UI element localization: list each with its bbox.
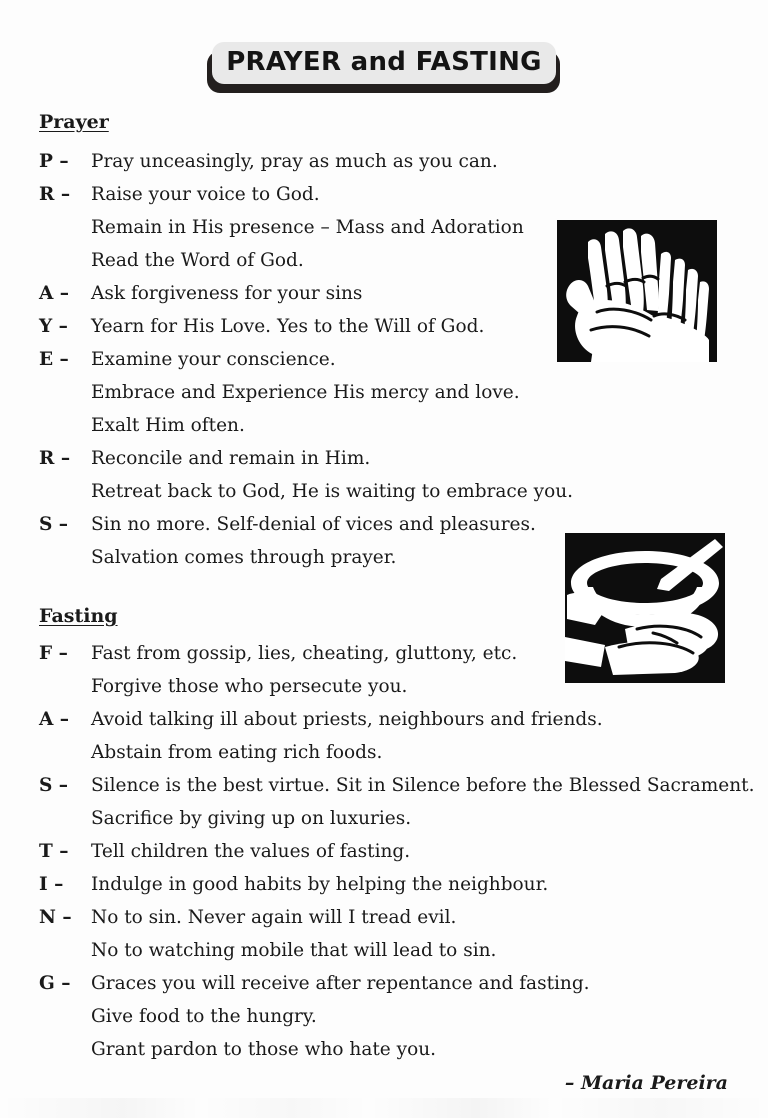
acrostic-line bbox=[0, 706, 768, 739]
acrostic-letter: T – bbox=[39, 841, 69, 862]
acrostic-line bbox=[0, 148, 768, 181]
acrostic-text: Silence is the best virtue. Sit in Silence before the Blessed Sacrament. bbox=[91, 775, 755, 796]
acrostic-text: Ask forgiveness for your sins bbox=[91, 283, 363, 304]
acrostic-letter: G – bbox=[39, 973, 71, 994]
acrostic-text: Give food to the hungry. bbox=[91, 1006, 317, 1027]
acrostic-text: Retreat back to God, He is waiting to embrace you. bbox=[91, 481, 574, 502]
acrostic-text: Grant pardon to those who hate you. bbox=[91, 1039, 436, 1060]
acrostic-text: Examine your conscience. bbox=[91, 349, 336, 370]
acrostic-line bbox=[0, 280, 768, 313]
acrostic-letter: Y – bbox=[39, 316, 68, 337]
acrostic-letter: S – bbox=[39, 775, 69, 796]
acrostic-letter: A – bbox=[39, 283, 70, 304]
acrostic-text: Salvation comes through prayer. bbox=[91, 547, 397, 568]
acrostic-line bbox=[0, 640, 768, 673]
acrostic-text: Remain in His presence – Mass and Adoration bbox=[91, 217, 524, 238]
acrostic-line bbox=[0, 871, 768, 904]
acrostic-line bbox=[0, 511, 768, 544]
acrostic-line bbox=[0, 1003, 768, 1036]
acrostic-text: No to watching mobile that will lead to sin. bbox=[91, 940, 497, 961]
acrostic-line bbox=[0, 181, 768, 214]
acrostic-letter: F – bbox=[39, 643, 68, 664]
acrostic-text: Yearn for His Love. Yes to the Will of God. bbox=[91, 316, 485, 337]
acrostic-letter: P – bbox=[39, 151, 69, 172]
acrostic-line bbox=[0, 739, 768, 772]
acrostic-text: Fast from gossip, lies, cheating, gluttony, etc. bbox=[91, 643, 518, 664]
acrostic-line bbox=[0, 544, 768, 577]
acrostic-line bbox=[0, 772, 768, 805]
title-banner bbox=[205, 40, 563, 96]
acrostic-line bbox=[0, 379, 768, 412]
title-banner-box bbox=[212, 42, 556, 84]
acrostic-line bbox=[0, 412, 768, 445]
acrostic-line bbox=[0, 1036, 768, 1069]
acrostic-letter: A – bbox=[39, 709, 70, 730]
acrostic-text: Exalt Him often. bbox=[91, 415, 245, 436]
acrostic-text: Forgive those who persecute you. bbox=[91, 676, 408, 697]
acrostic-list-prayer bbox=[0, 148, 768, 577]
acrostic-text: Avoid talking ill about priests, neighbours and friends. bbox=[91, 709, 603, 730]
acrostic-text: Sin no more. Self-denial of vices and pleasures. bbox=[91, 514, 536, 535]
acrostic-line bbox=[0, 247, 768, 280]
author-signature: – Maria Pereira bbox=[564, 1072, 728, 1094]
acrostic-text: Indulge in good habits by helping the neighbour. bbox=[91, 874, 549, 895]
acrostic-text: No to sin. Never again will I tread evil. bbox=[91, 907, 457, 928]
acrostic-line bbox=[0, 904, 768, 937]
acrostic-text: Abstain from eating rich foods. bbox=[91, 742, 383, 763]
acrostic-line bbox=[0, 937, 768, 970]
section-heading-fasting: Fasting bbox=[39, 605, 118, 627]
acrostic-text: Pray unceasingly, pray as much as you can. bbox=[91, 151, 498, 172]
acrostic-line bbox=[0, 970, 768, 1003]
acrostic-line bbox=[0, 805, 768, 838]
acrostic-line bbox=[0, 445, 768, 478]
acrostic-text: Graces you will receive after repentance and fasting. bbox=[91, 973, 590, 994]
scan-artifact bbox=[0, 1098, 768, 1118]
section-heading-prayer: Prayer bbox=[39, 111, 109, 133]
acrostic-text: Reconcile and remain in Him. bbox=[91, 448, 371, 469]
acrostic-letter: R – bbox=[39, 448, 71, 469]
acrostic-letter: E – bbox=[39, 349, 69, 370]
page-title: PRAYER and FASTING bbox=[226, 47, 542, 77]
acrostic-letter: N – bbox=[39, 907, 72, 928]
acrostic-text: Sacrifice by giving up on luxuries. bbox=[91, 808, 412, 829]
acrostic-text: Raise your voice to God. bbox=[91, 184, 320, 205]
acrostic-line bbox=[0, 673, 768, 706]
acrostic-letter: I – bbox=[39, 874, 64, 895]
acrostic-list-fasting bbox=[0, 640, 768, 1069]
acrostic-text: Embrace and Experience His mercy and love. bbox=[91, 382, 520, 403]
acrostic-text: Tell children the values of fasting. bbox=[91, 841, 411, 862]
acrostic-letter: S – bbox=[39, 514, 69, 535]
acrostic-line bbox=[0, 313, 768, 346]
acrostic-letter: R – bbox=[39, 184, 71, 205]
acrostic-line bbox=[0, 478, 768, 511]
acrostic-line bbox=[0, 838, 768, 871]
acrostic-text: Read the Word of God. bbox=[91, 250, 304, 271]
acrostic-line bbox=[0, 346, 768, 379]
acrostic-line bbox=[0, 214, 768, 247]
